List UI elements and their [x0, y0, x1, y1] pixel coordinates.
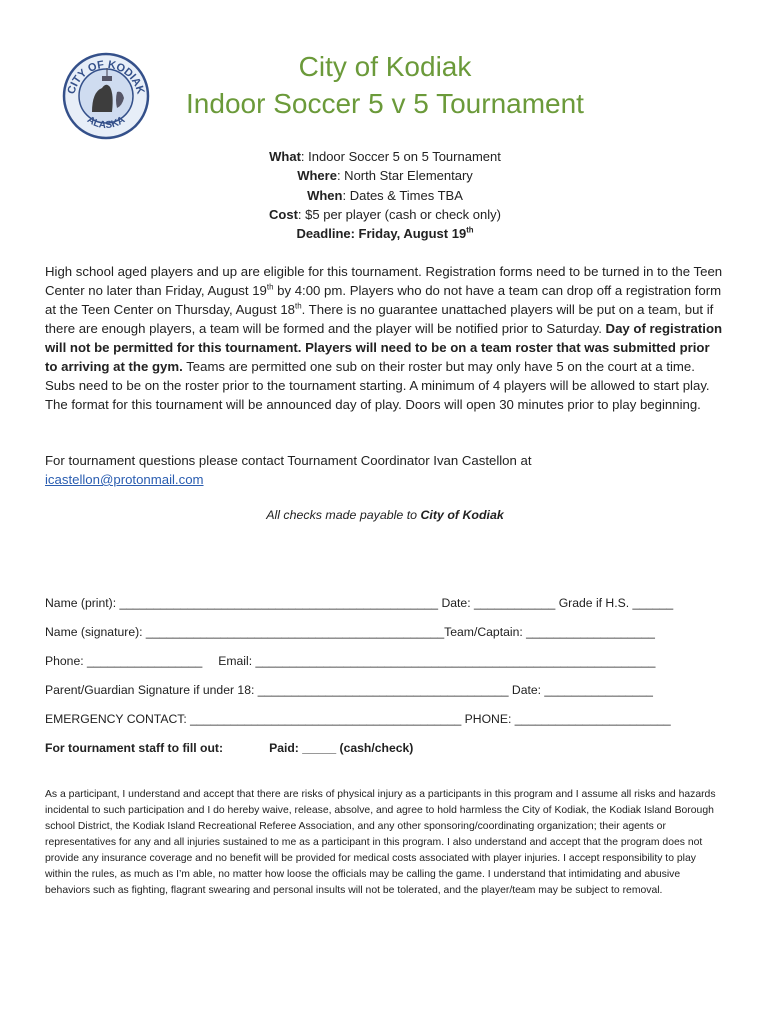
cost-value: : $5 per player (cash or check only) — [297, 206, 501, 222]
form-line-name-print[interactable]: Name (print): _______________________________________________ Date: ____________ Grade if H.S. ______ — [45, 596, 674, 610]
checks-payable-note — [0, 508, 770, 522]
phone-field[interactable]: Phone: _________________ — [45, 654, 203, 668]
staff-label: For tournament staff to fill out: — [45, 741, 224, 755]
para1-part-d: Teams are permitted one sub on their roster but may only have 5 on the court at a time. Subs need to be on the roster prior to the tournament starting. A minimum of 4 players will be allowed to start play. The format for this tournament will be announced day of play. Doors will open 30 minutes prior to play beginning. — [45, 359, 710, 412]
para1-sup-a: th — [266, 282, 274, 292]
svg-text:ALASKA: ALASKA — [84, 114, 128, 132]
contact-text: For tournament questions please contact Tournament Coordinator Ivan Castellon at — [45, 453, 532, 468]
form-line-name-signature[interactable]: Name (signature): ____________________________________________Team/Captain: ___________________ — [45, 625, 655, 639]
what-value: : Indoor Soccer 5 on 5 Tournament — [300, 149, 501, 164]
eligibility-paragraph — [45, 262, 725, 414]
where-value: : North Star Elementary — [336, 168, 473, 184]
deadline-text: Deadline: Friday, August 19 — [296, 226, 467, 242]
info-deadline — [0, 224, 770, 243]
where-label: Where — [297, 168, 337, 184]
form-line-phone-email[interactable] — [45, 654, 655, 668]
checks-payee: City of Kodiak — [420, 508, 504, 522]
para1-sup-b: th — [295, 301, 302, 311]
form-line-staff — [45, 741, 413, 755]
cost-label: Cost — [269, 206, 298, 222]
info-what — [0, 147, 770, 166]
para1-bold: Day of registration will not be permitted for this tournament. Players will need to be on a team roster that was submitted prior to arriving at the gym. — [45, 321, 723, 374]
checks-text: All checks made payable to — [266, 508, 421, 522]
page-title-line2: Indoor Soccer 5 v 5 Tournament — [186, 88, 584, 119]
info-when — [0, 186, 770, 205]
form-line-guardian-signature[interactable]: Parent/Guardian Signature if under 18: _____________________________________ Date: ________________ — [45, 683, 653, 697]
deadline-sup: th — [466, 225, 474, 235]
when-value: : Dates & Times TBA — [342, 187, 463, 203]
contact-paragraph — [45, 451, 725, 489]
page-title-line1: City of Kodiak — [298, 51, 472, 82]
email-field[interactable]: Email: ___________________________________________________________ — [218, 654, 656, 668]
when-label: When — [307, 187, 343, 203]
what-label: What — [269, 149, 301, 164]
liability-waiver: As a participant, I understand and accept that there are risks of physical injury as a participants in this program and I assume all risks and hazards incidental to such participation and I do hereby waive, release, absolve, and agree to hold harmless the City of Kodiak, the Kodiak Island Borough school District, the Kodiak Island Recreational Referee Association, and any other sponsoring/coordinating organization; their agents or representatives for any and all injuries sustained to me as a participant in this program. I also understand and accept that the program does not provide any insurance coverage and no benefit will be provided for medical costs associated with player injuries. I accept responsibility to play within the rules, as much as I’m able, no matter how loose the officials may be calling the game. I understand that intimidating and abusive behaviors such as fighting, flagrant swearing and personal insults will not be tolerated, and the player/team may be subject to removal. — [45, 789, 716, 896]
event-info — [0, 147, 770, 243]
para1-part-c: . There is no guarantee unattached players will be put on a team, but if there are enough players, a team will be formed and the player will be notified prior to Saturday. — [45, 302, 714, 336]
para1-part-a: High school aged players and up are eligible for this tournament. Registration forms need to be turned in to the Teen Center no later than Friday, August 19 — [45, 264, 723, 298]
form-line-emergency-contact[interactable]: EMERGENCY CONTACT: ________________________________________ PHONE: _______________________ — [45, 712, 671, 726]
info-cost — [0, 205, 770, 224]
para1-part-b: by 4:00 pm. Players who do not have a team can drop off a registration form at the Teen Center on Thursday, August 18 — [45, 283, 722, 317]
paid-field[interactable]: Paid: _____ (cash/check) — [269, 741, 414, 755]
info-where — [0, 166, 770, 185]
svg-text:CITY OF KODIAK: CITY OF KODIAK — [65, 58, 147, 96]
contact-email-link[interactable]: icastellon@protonmail.com — [45, 472, 204, 487]
